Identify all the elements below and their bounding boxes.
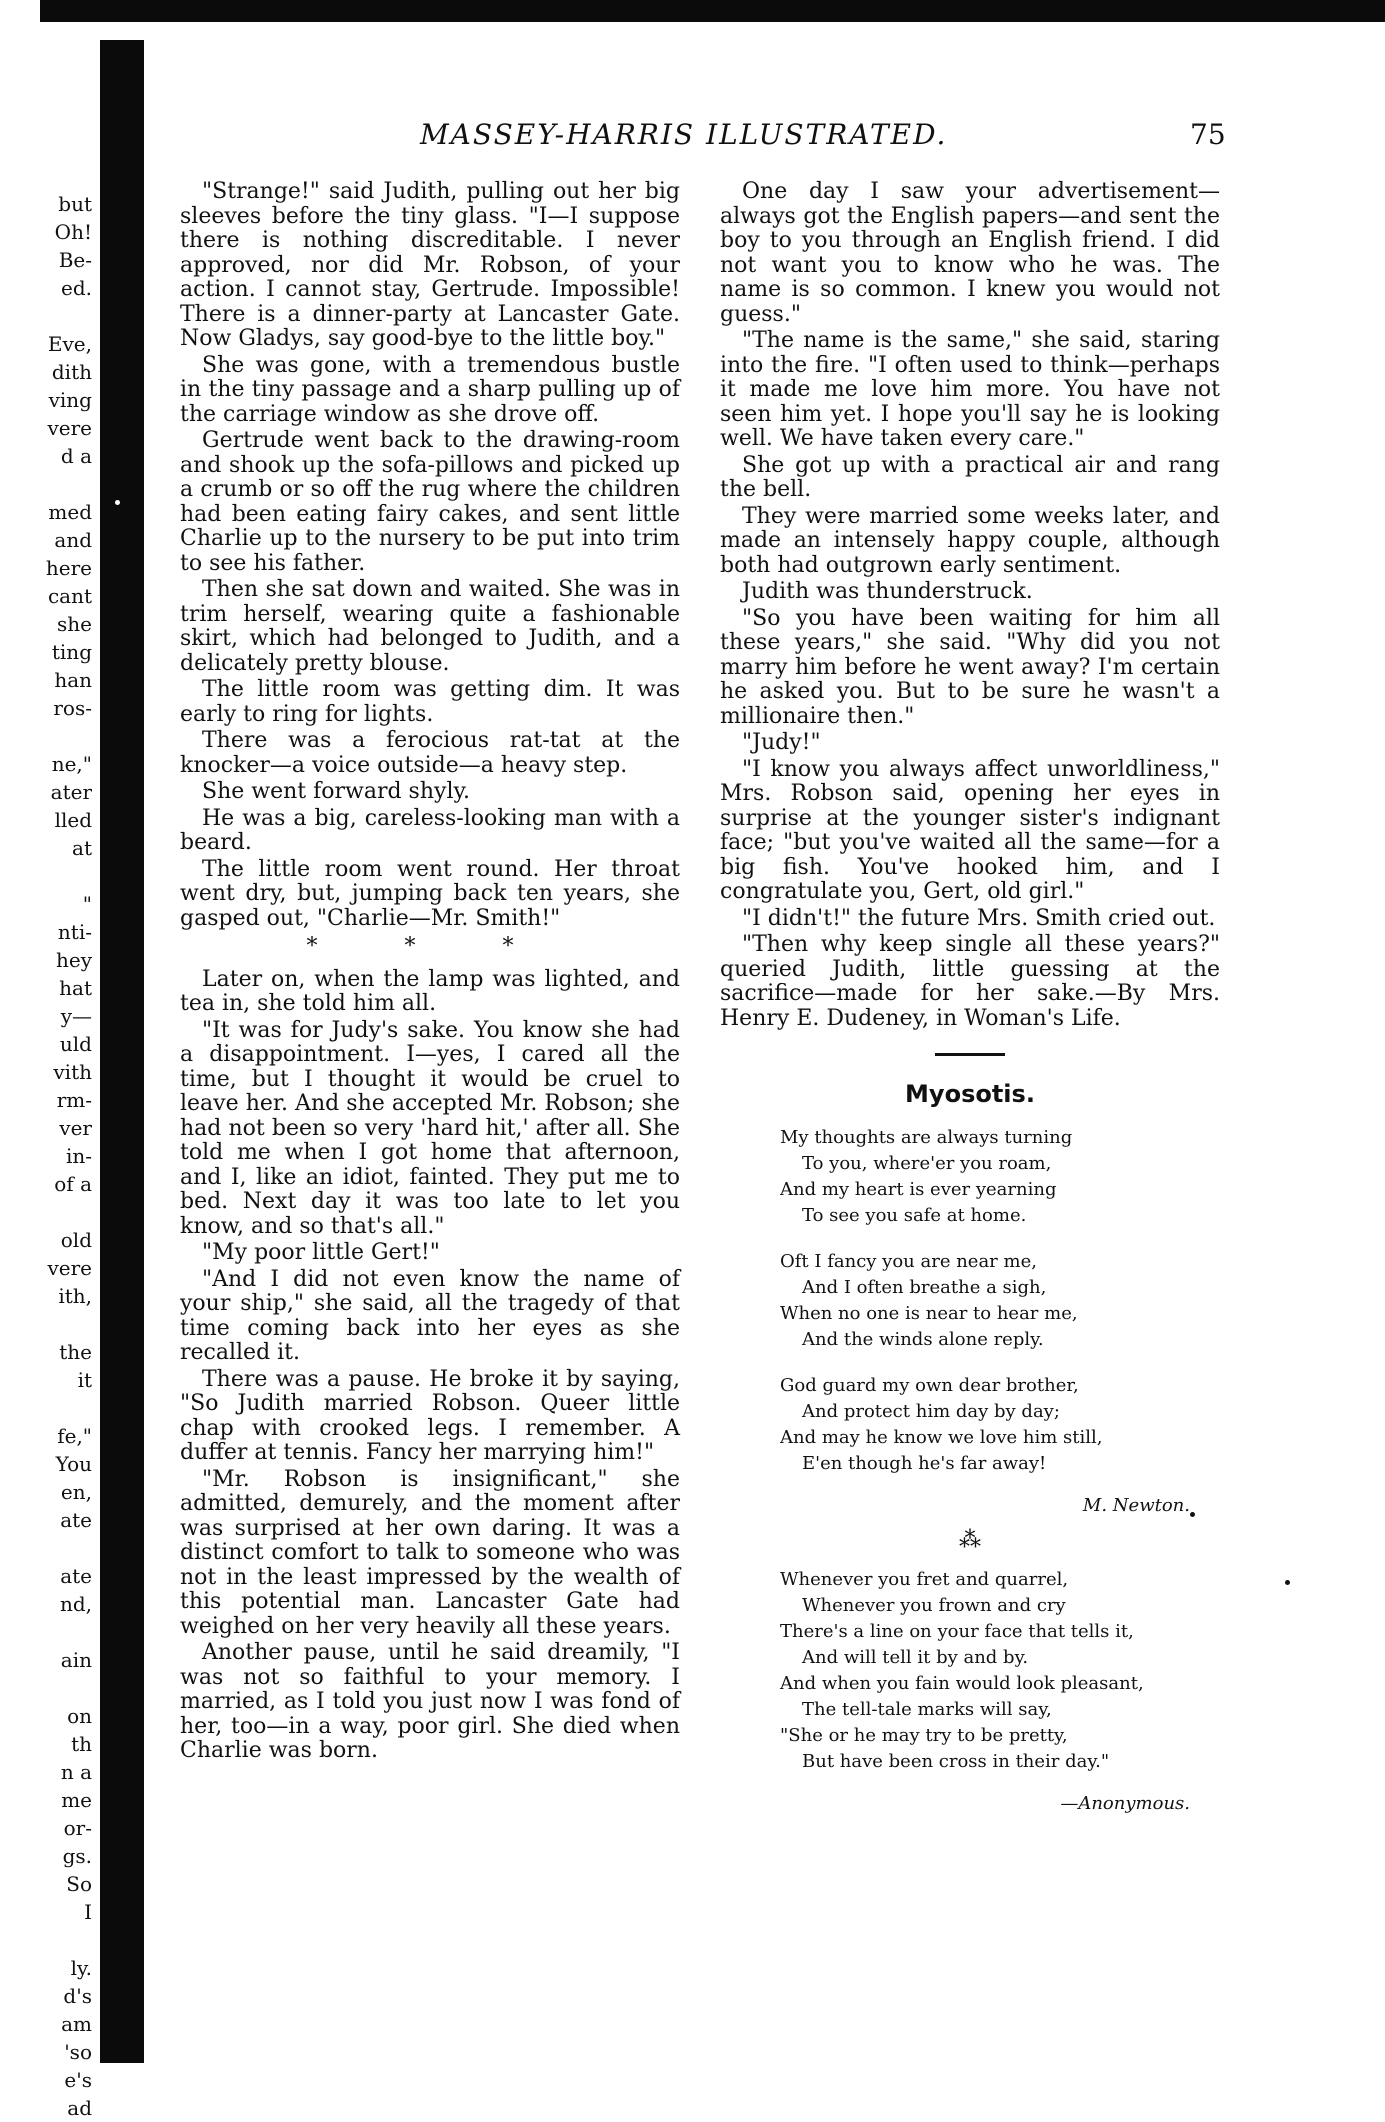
margin-fragment: am <box>61 2012 92 2036</box>
section-break: * * * <box>306 934 554 959</box>
paragraph: "So you have been waiting for him all these years," she said. "Why did you not marry him before he went away? I'm certain he asked you. But to be sure he wasn't a millionaire then." <box>720 605 1220 729</box>
margin-fragment: cant <box>47 584 92 608</box>
poem-anonymous <box>780 1567 1220 1817</box>
margin-fragment <box>0 1674 92 1702</box>
margin-fragment <box>0 1198 92 1226</box>
margin-fragment: Eve, <box>47 332 92 356</box>
margin-fragment: n a <box>60 1760 92 1784</box>
margin-fragment: hat <box>59 976 92 1000</box>
page-gutter-shadow <box>100 40 144 2063</box>
margin-fragment: vere <box>47 1256 92 1280</box>
margin-fragment: 'so <box>64 2040 92 2064</box>
page-number: 75 <box>1190 118 1226 151</box>
margin-fragment: en, <box>60 1480 92 1504</box>
paragraph: "I didn't!" the future Mrs. Smith cried out. <box>742 905 1216 931</box>
margin-fragment: ate <box>60 1508 92 1532</box>
poem-line: There's a line on your face that tells it, <box>780 1621 1134 1642</box>
story-column-1 <box>180 180 680 1766</box>
margin-fragment <box>0 302 92 330</box>
margin-fragment: Oh! <box>54 220 92 244</box>
margin-fragment: d a <box>60 444 92 468</box>
margin-fragment: th <box>71 1732 92 1756</box>
margin-fragment: hey <box>55 948 92 972</box>
margin-fragment: in- <box>65 1144 92 1168</box>
margin-fragment: gs. <box>62 1844 92 1868</box>
margin-fragment: You <box>55 1452 92 1476</box>
margin-fragment: vith <box>53 1060 92 1084</box>
margin-fragment <box>0 1618 92 1646</box>
margin-fragment: dith <box>51 360 92 384</box>
paragraph: Gertrude went back to the drawing-room and shook up the sofa-pillows and picked up a crumb or so off the rug where the children had been eating fairy cakes, and sent little Charlie up to the nursery to be put into trim to see his father. <box>180 428 680 576</box>
poem-line: When no one is near to hear me, <box>780 1302 1078 1324</box>
margin-fragment: ate <box>60 1564 92 1588</box>
margin-fragment: the <box>59 1340 92 1364</box>
print-speck <box>1190 1512 1195 1517</box>
margin-fragment: ater <box>50 780 92 804</box>
print-speck <box>115 500 120 505</box>
poem-stanza <box>780 1125 1220 1229</box>
margin-fragment: ly. <box>70 1956 92 1980</box>
poem-line: Whenever you fret and quarrel, <box>780 1569 1069 1590</box>
margin-fragment: nd, <box>59 1592 92 1616</box>
poem-line: To you, where'er you roam, <box>802 1152 1052 1174</box>
margin-fragment: ting <box>51 640 92 664</box>
margin-fragment: " <box>82 892 92 916</box>
margin-fragment: on <box>67 1704 92 1728</box>
margin-fragment: vere <box>47 416 92 440</box>
margin-fragment: fe," <box>57 1424 92 1448</box>
paragraph: There was a pause. He broke it by saying, "So Judith married Robson. Queer little chap with crooked legs. I remember. A duffer at tennis. Fancy her marrying him!" <box>180 1366 680 1465</box>
paragraph: "Mr. Robson is insignificant," she admitted, demurely, and the moment after was surprised at her own daring. It was a distinct comfort to talk to someone who was not in the least impressed by the wealth of this potential man. Lancaster Gate had weighed on her very heavily all these years. <box>180 1466 680 1639</box>
poem-line: But have been cross in their day." <box>802 1751 1110 1772</box>
margin-fragment: ros- <box>53 696 92 720</box>
paragraph: "Judy!" <box>742 730 821 755</box>
margin-fragment: but <box>58 192 92 216</box>
margin-fragment: han <box>54 668 92 692</box>
margin-fragment: d's <box>63 1984 92 2008</box>
poem-line: Whenever you frown and cry <box>802 1595 1066 1616</box>
margin-fragment: or- <box>63 1816 92 1840</box>
margin-fragment: ne," <box>51 752 92 776</box>
paragraph: Judith was thunderstruck. <box>742 579 1033 604</box>
paragraph: The little room was getting dim. It was early to ring for lights. <box>180 677 680 727</box>
margin-fragment: old <box>60 1228 92 1252</box>
margin-fragment: med <box>48 500 92 524</box>
margin-fragment: e's <box>64 2068 92 2092</box>
margin-fragment <box>0 470 92 498</box>
scan-top-bar <box>40 0 1385 22</box>
poem-line: The tell-tale marks will say, <box>802 1699 1052 1720</box>
poem-line: And protect him day by day; <box>802 1400 1060 1422</box>
paragraph: She was gone, with a tremendous bustle in the tiny passage and a sharp pulling up of the carriage window as she drove off. <box>180 352 680 427</box>
poem-stanza <box>780 1567 1220 1775</box>
margin-fragment: ver <box>59 1116 92 1140</box>
poem-line: My thoughts are always turning <box>780 1126 1073 1148</box>
margin-fragment: of a <box>54 1172 92 1196</box>
running-header: MASSEY-HARRIS ILLUSTRATED. <box>420 118 948 151</box>
margin-fragment: at <box>72 836 92 860</box>
margin-fragment: So <box>66 1872 92 1896</box>
margin-fragment: me <box>61 1788 92 1812</box>
margin-fragment: nti- <box>57 920 92 944</box>
paragraph: One day I saw your advertisement—always got the English papers—and sent the boy to you through an English friend. I did not want you to know who he was. The name is so common. I knew you would not guess." <box>720 179 1220 327</box>
margin-fragment: here <box>45 556 92 580</box>
paragraph: "And I did not even know the name of your ship," she said, all the tragedy of that time coming back into her eyes as she recalled it. <box>180 1266 680 1365</box>
story-column-2 <box>720 180 1220 1817</box>
margin-fragment: ad <box>67 2096 92 2120</box>
margin-fragment: ving <box>48 388 92 412</box>
paragraph: She went forward shyly. <box>202 779 470 804</box>
margin-fragment: ain <box>60 1648 92 1672</box>
paragraph: The little room went round. Her throat went dry, but, jumping back ten years, she gasped out, "Charlie—Mr. Smith!" <box>180 856 680 931</box>
poem-line: Oft I fancy you are near me, <box>780 1250 1037 1272</box>
poem-line: To see you safe at home. <box>802 1204 1027 1226</box>
paragraph: "My poor little Gert!" <box>202 1240 440 1265</box>
margin-fragment: ith, <box>58 1284 92 1308</box>
margin-fragment: y— <box>60 1004 92 1028</box>
margin-fragment: Be- <box>58 248 92 272</box>
margin-fragment <box>0 722 92 750</box>
previous-page-margin-fragments <box>0 190 92 2120</box>
paragraph: They were married some weeks later, and made an intensely happy couple, although both had outgrown early sentiment. <box>720 503 1220 578</box>
poem-line: And may he know we love him still, <box>780 1426 1103 1448</box>
margin-fragment <box>0 1534 92 1562</box>
poem-line: And when you fain would look pleasant, <box>780 1673 1144 1694</box>
poem-stanza <box>780 1373 1220 1477</box>
poem-stanza <box>780 1249 1220 1353</box>
margin-fragment: uld <box>59 1032 92 1056</box>
poem-line: And my heart is ever yearning <box>780 1178 1057 1200</box>
margin-fragment: it <box>77 1368 92 1392</box>
poem-title: Myosotis. <box>905 1080 1035 1108</box>
paragraph: "Then why keep single all these years?" queried Judith, little guessing at the sacrifice—made for her sake.—By Mrs. Henry E. Dudeney, in Woman's Life. <box>720 932 1220 1031</box>
poem-line: And will tell it by and by. <box>802 1647 1029 1668</box>
poem-line: And the winds alone reply. <box>802 1328 1044 1350</box>
margin-fragment <box>0 1926 92 1954</box>
paragraph: "It was for Judy's sake. You know she had a disappointment. I—yes, I cared all the time, but I thought it would be cruel to leave her. And she accepted Mr. Robson; she had not been so very 'hard hit,' after all. She told me when I got home that afternoon, and I, like an idiot, fainted. They put me to bed. Next day it was too late to let you know, and so that's all." <box>180 1017 680 1239</box>
paragraph: Another pause, until he said dreamily, "I was not so faithful to your memory. I married, as I told you just now I was fond of her, too—in a way, poor girl. She died when Charlie was born. <box>180 1640 680 1763</box>
margin-fragment: lled <box>54 808 92 832</box>
poem-line: God guard my own dear brother, <box>780 1374 1079 1396</box>
margin-fragment: I <box>84 1900 92 1924</box>
paragraph: Then she sat down and waited. She was in trim herself, wearing quite a fashionable skirt, which had belonged to Judith, and a delicately pretty blouse. <box>180 577 680 676</box>
margin-fragment <box>0 1394 92 1422</box>
paragraph: There was a ferocious rat-tat at the knocker—a voice outside—a heavy step. <box>180 728 680 778</box>
section-divider <box>935 1053 1005 1056</box>
poem-line: E'en though he's far away! <box>802 1452 1047 1474</box>
asterism-ornament: ⁂ <box>959 1527 981 1553</box>
paragraph: She got up with a practical air and rang the bell. <box>720 452 1220 502</box>
poem-line: And I often breathe a sigh, <box>802 1276 1047 1298</box>
margin-fragment: ed. <box>61 276 92 300</box>
margin-fragment: and <box>54 528 92 552</box>
poem-line: "She or he may try to be pretty, <box>780 1725 1068 1746</box>
paragraph: "Strange!" said Judith, pulling out her big sleeves before the tiny glass. "I—I suppose there is nothing discreditable. I never approved, nor did Mr. Robson, of your action. I cannot stay, Gertrude. Impossible! There is a dinner-party at Lancaster Gate. Now Gladys, say good-bye to the little boy." <box>180 179 680 351</box>
poem-author: —Anonymous. <box>1060 1793 1190 1814</box>
print-speck <box>1285 1580 1290 1585</box>
margin-fragment: rm- <box>56 1088 92 1112</box>
paragraph: Later on, when the lamp was lighted, and tea in, she told him all. <box>180 966 680 1016</box>
margin-fragment: she <box>57 612 92 636</box>
paragraph: He was a big, careless-looking man with a beard. <box>180 805 680 855</box>
margin-fragment <box>0 862 92 890</box>
paragraph: "The name is the same," she said, staring into the fire. "I often used to think—perhaps it made me love him more. You have not seen him yet. I hope you'll say he is looking well. We have taken every care." <box>720 328 1220 451</box>
margin-fragment <box>0 1310 92 1338</box>
poem-myosotis <box>780 1125 1220 1519</box>
poem-author: M. Newton. <box>1082 1494 1190 1516</box>
paragraph: "I know you always affect unworldliness," Mrs. Robson said, opening her eyes in surprise at the younger sister's indignant face; "but you've waited all the same—for a big fish. You've hooked him, and I congratulate you, Gert, old girl." <box>720 756 1220 904</box>
